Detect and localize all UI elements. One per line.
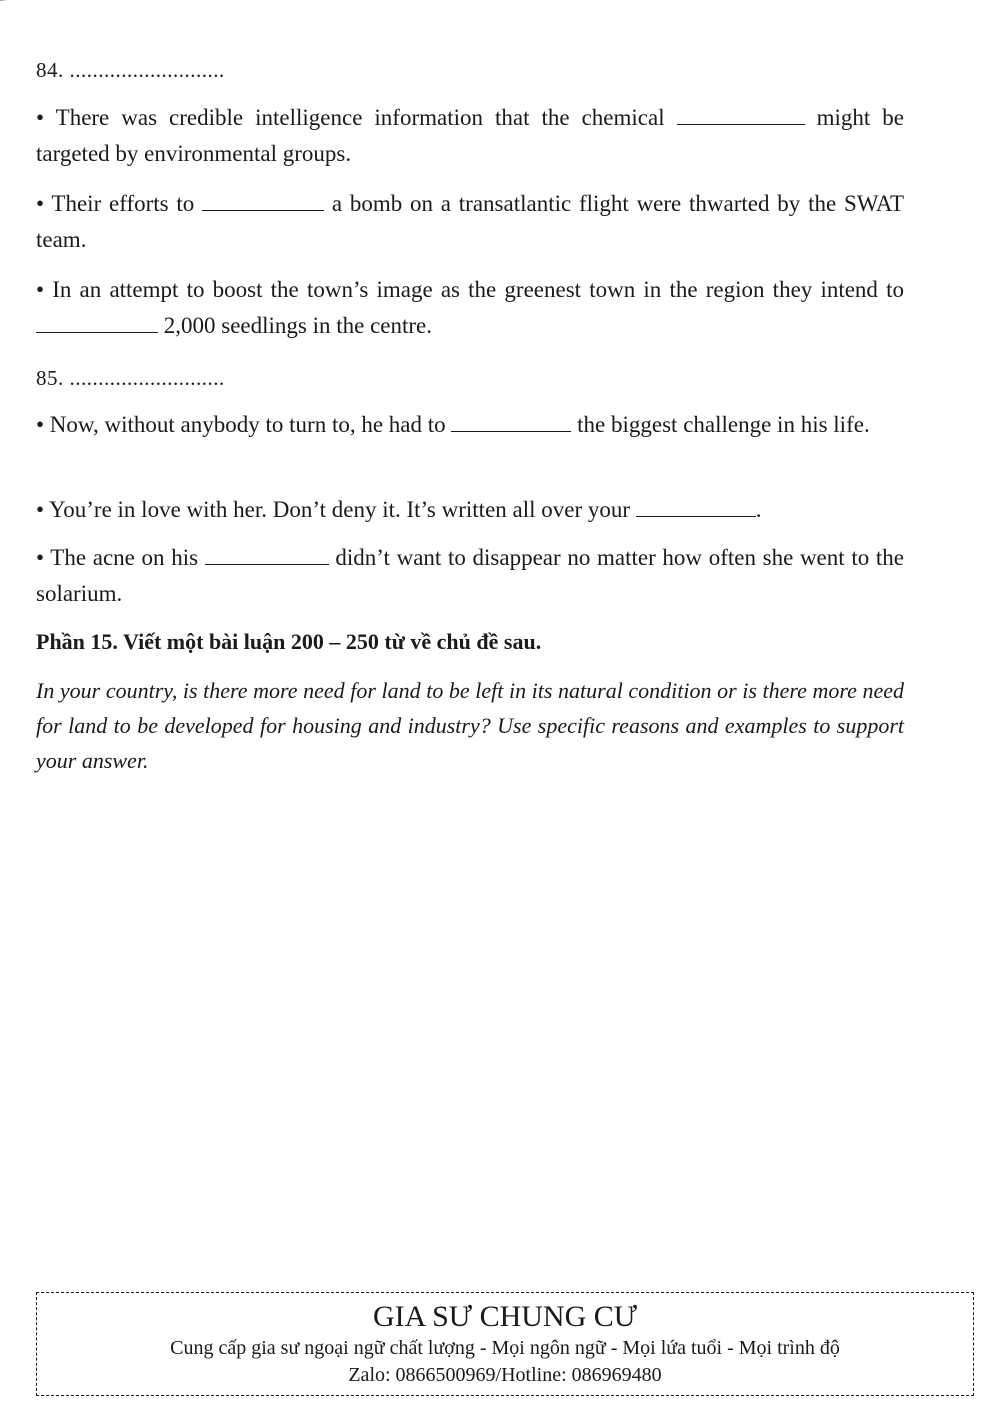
item-text-after: the biggest challenge in his life. — [571, 412, 870, 437]
footer-box — [36, 1292, 974, 1396]
question-85-item-3 — [36, 540, 904, 612]
item-text-before: • Their efforts to — [36, 191, 203, 216]
essay-prompt: In your country, is there more need for land to be left in its natural condition or is there more need for land to be developed for housing and industry? Use specific reasons and examples to support your answer. — [36, 678, 904, 773]
item-text-after: . — [755, 497, 762, 522]
section-heading: Phần 15. Viết một bài luận 200 – 250 từ về chủ đề sau. — [36, 629, 542, 654]
footer-contact: Zalo: 0866500969/Hotline: 086969480 — [348, 1364, 662, 1386]
item-text-after: didn’t want to disappear no matter how often she went to the solarium. — [36, 545, 904, 606]
item-text-after: a bomb on a transatlantic flight were thwarted by the SWAT team. — [36, 191, 905, 252]
item-text-after: might be targeted by environmental groups. — [36, 105, 904, 166]
question-85-item-2 — [36, 492, 904, 528]
item-text-after: 2,000 seedlings in the centre. — [158, 313, 433, 338]
question-85-number: 85. ........................... — [36, 366, 225, 390]
answer-blank[interactable] — [677, 104, 805, 125]
answer-blank[interactable] — [636, 496, 756, 517]
answer-blank[interactable] — [36, 312, 158, 333]
item-text-before: • In an attempt to boost the town’s image as the greenest town in the region they intend to — [36, 277, 904, 302]
item-text-before: • Now, without anybody to turn to, he had to — [36, 412, 452, 437]
question-84-item-1 — [36, 100, 904, 172]
scan-mark — [0, 0, 61, 11]
answer-blank[interactable] — [451, 411, 571, 432]
question-84-item-2 — [36, 186, 904, 258]
question-84-number: 84. ........................... — [36, 58, 225, 82]
item-text-before: • There was credible intelligence information that the chemical — [36, 105, 677, 130]
footer-tagline: Cung cấp gia sư ngoại ngữ chất lượng - Mọi ngôn ngữ - Mọi lứa tuổi - Mọi trình độ — [170, 1337, 840, 1359]
answer-blank[interactable] — [205, 544, 329, 565]
answer-blank[interactable] — [202, 190, 324, 211]
item-text-before: • You’re in love with her. Don’t deny it. It’s written all over your — [36, 497, 636, 522]
item-text-before: • The acne on his — [36, 545, 205, 570]
footer-title: GIA SƯ CHUNG CƯ — [372, 1300, 638, 1333]
question-85-item-1 — [36, 407, 904, 443]
question-84-item-3 — [36, 272, 904, 344]
